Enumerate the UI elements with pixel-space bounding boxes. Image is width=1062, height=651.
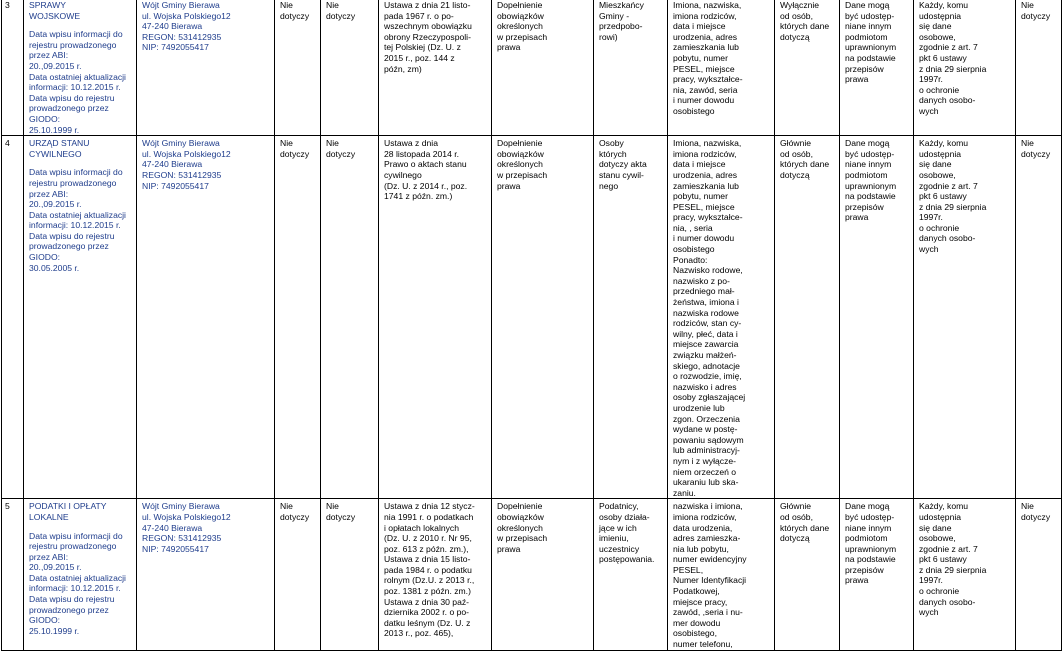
access-cell: Każdy, komu udostępnia się dane osobowe, zgodnie z art. 7 pkt 6 ustawy z dnia 29 sierpnia 1997r. o ochronie danych osobo- wych [914,499,1016,650]
purpose-cell: Dopełnienie obowiązków określonych w przepisach prawa [492,0,594,136]
access-cell: Każdy, komu udostępnia się dane osobowe, zgodnie z art. 7 pkt 6 ustawy z dnia 29 sierpnia 1997r. o ochronie danych osobo- wych [914,0,1016,136]
table-row [2,0,1062,136]
data-source-cell: Głównie od osób, których dane dotyczą [775,136,840,499]
legal-basis-cell: Ustawa z dnia 21 listo- pada 1967 r. o po- wszechnym obowiązku obrony Rzeczypospoli- tej Polskiej (Dz. U. z 2015 r., poz. 144 z późn, zm) [379,0,492,136]
col-5-cell: Nie dotyczy [321,136,379,499]
recipients-cell: Dane mogą być udostęp- niane innym podmiotom uprawnionym na podstawie przepisów prawa [840,0,914,136]
row-number: 5 [2,499,24,650]
recipients-cell: Dane mogą być udostęp- niane innym podmiotom uprawnionym na podstawie przepisów prawa [840,136,914,499]
row-number: 3 [2,0,24,136]
data-source-cell: Głównie od osób, których dane dotyczą [775,499,840,650]
register-title: URZĄD STANU CYWILNEGO [29,138,90,159]
data-scope-cell: nazwiska i imiona, imiona rodziców, data urodzenia, adres zamieszka- nia lub pobytu, numer ewidencyjny PESEL, Numer Identyfikacji Podatkowej, miejsce pracy, zawód, ,seria i nu- mer dowodu osobistego, numer telefonu, [668,499,775,650]
data-source-cell: Wyłącznie od osób, których dane dotyczą [775,0,840,136]
register-cell [24,499,137,650]
administrator-cell: Wójt Gminy Bierawa ul. Wojska Polskiego12 47-240 Bierawa REGON: 531412935 NIP: 7492055417 [137,0,275,136]
register-dates: Data wpisu informacji do rejestru prowadzonego przez ABI: 20.,09.2015 r. Data ostatniej aktualizacji informacji: 10.12.2015 r. Data wpisu do rejestru prowadzonego przez GIODO: 25.10.1999 r. [29,530,126,636]
col-5-cell: Nie dotyczy [321,0,379,136]
legal-basis-cell: Ustawa z dnia 12 stycz- nia 1991 r. o podatkach i opłatach lokalnych (Dz. U. z 2010 r. Nr 95, poz. 613 z późn. zm.), Ustawa z dnia 15 listo- pada 1984 r. o podatku rolnym (Dz.U. z 2013 r., poz. 1381 z późn. zm.) Ustawa z dnia 30 paź- dziernika 2002 r. o po- datku leśnym (Dz. U. z 2013 r., poz. 465), [379,499,492,650]
col-4-cell: Nie dotyczy [275,136,321,499]
access-cell: Każdy, komu udostępnia się dane osobowe, zgodnie z art. 7 pkt 6 ustawy z dnia 29 sierpnia 1997r. o ochronie danych osobo- wych [914,136,1016,499]
registry-table [1,0,1062,651]
register-cell [24,0,137,136]
purpose-cell: Dopełnienie obowiązków określonych w przepisach prawa [492,499,594,650]
legal-basis-cell: Ustawa z dnia 28 listopada 2014 r. Prawo o aktach stanu cywilnego (Dz. U. z 2014 r., poz. 1741 z późn. zm.) [379,136,492,499]
subjects-cell: Mieszkańcy Gminy - przedpobo- rowi) [594,0,668,136]
register-cell [24,136,137,499]
register-dates: Data wpisu informacji do rejestru prowadzonego przez ABI: 20.,09.2015 r. Data ostatniej aktualizacji informacji: 10.12.2015 r. Data wpisu do rejestru prowadzonego przez GIODO: 30.05.2005 r. [29,167,126,273]
table-row [2,499,1062,650]
subjects-cell: Osoby których dotyczy akta stanu cywil- nego [594,136,668,499]
administrator-cell: Wójt Gminy Bierawa ul. Wojska Polskiego12 47-240 Bierawa REGON: 531412935 NIP: 7492055417 [137,499,275,650]
col-4-cell: Nie dotyczy [275,499,321,650]
register-title: SPRAWY WOJSKOWE [29,0,81,21]
administrator-cell: Wójt Gminy Bierawa ul. Wojska Polskiego12 47-240 Bierawa REGON: 531412935 NIP: 7492055417 [137,136,275,499]
col-4-cell: Nie dotyczy [275,0,321,136]
register-dates: Data wpisu informacji do rejestru prowadzonego przez ABI: 20.,09.2015 r. Data ostatniej aktualizacji informacji: 10.12.2015 r. Data wpisu do rejestru prowadzonego przez GIODO: 25.10.1999 r. [29,29,126,135]
row-number: 4 [2,136,24,499]
register-title: PODATKI I OPŁATY LOKALNE [29,501,107,522]
transfer-cell: Nie dotyczy [1016,499,1062,650]
transfer-cell: Nie dotyczy [1016,136,1062,499]
data-scope-cell: Imiona, nazwiska, imiona rodziców, data i miejsce urodzenia, adres zamieszkania lub pobytu, numer PESEL, miejsce pracy, wykształce- nia, , seria i numer dowodu osobistego Ponadto: Nazwisko rodowe, nazwisko z po- przedniego mał- żeństwa, imiona i nazwiska rodowe rodziców, stan cy- wilny, płeć, data i miejsce zawarcia związku małżeń- skiego, adnotacje o rozwodzie, imię, nazwisko i adres osoby zgłaszającej urodzenie lub zgon. Orzeczenia wydane w postę- powaniu sądowym lub administracyj- nym i z wyłącze- niem orzeczeń o ukaraniu lub ska- zaniu. [668,136,775,499]
transfer-cell: Nie dotyczy [1016,0,1062,136]
data-scope-cell: Imiona, nazwiska, imiona rodziców, data i miejsce urodzenia, adres zamieszkania lub pobytu, numer PESEL, miejsce pracy, wykształce- nia, zawód, seria i numer dowodu osobistego [668,0,775,136]
table-row [2,136,1062,499]
subjects-cell: Podatnicy, osoby działa- jące w ich imieniu, uczestnicy postępowania. [594,499,668,650]
recipients-cell: Dane mogą być udostęp- niane innym podmiotom uprawnionym na podstawie przepisów prawa [840,499,914,650]
col-5-cell: Nie dotyczy [321,499,379,650]
purpose-cell: Dopełnienie obowiązków określonych w przepisach prawa [492,136,594,499]
